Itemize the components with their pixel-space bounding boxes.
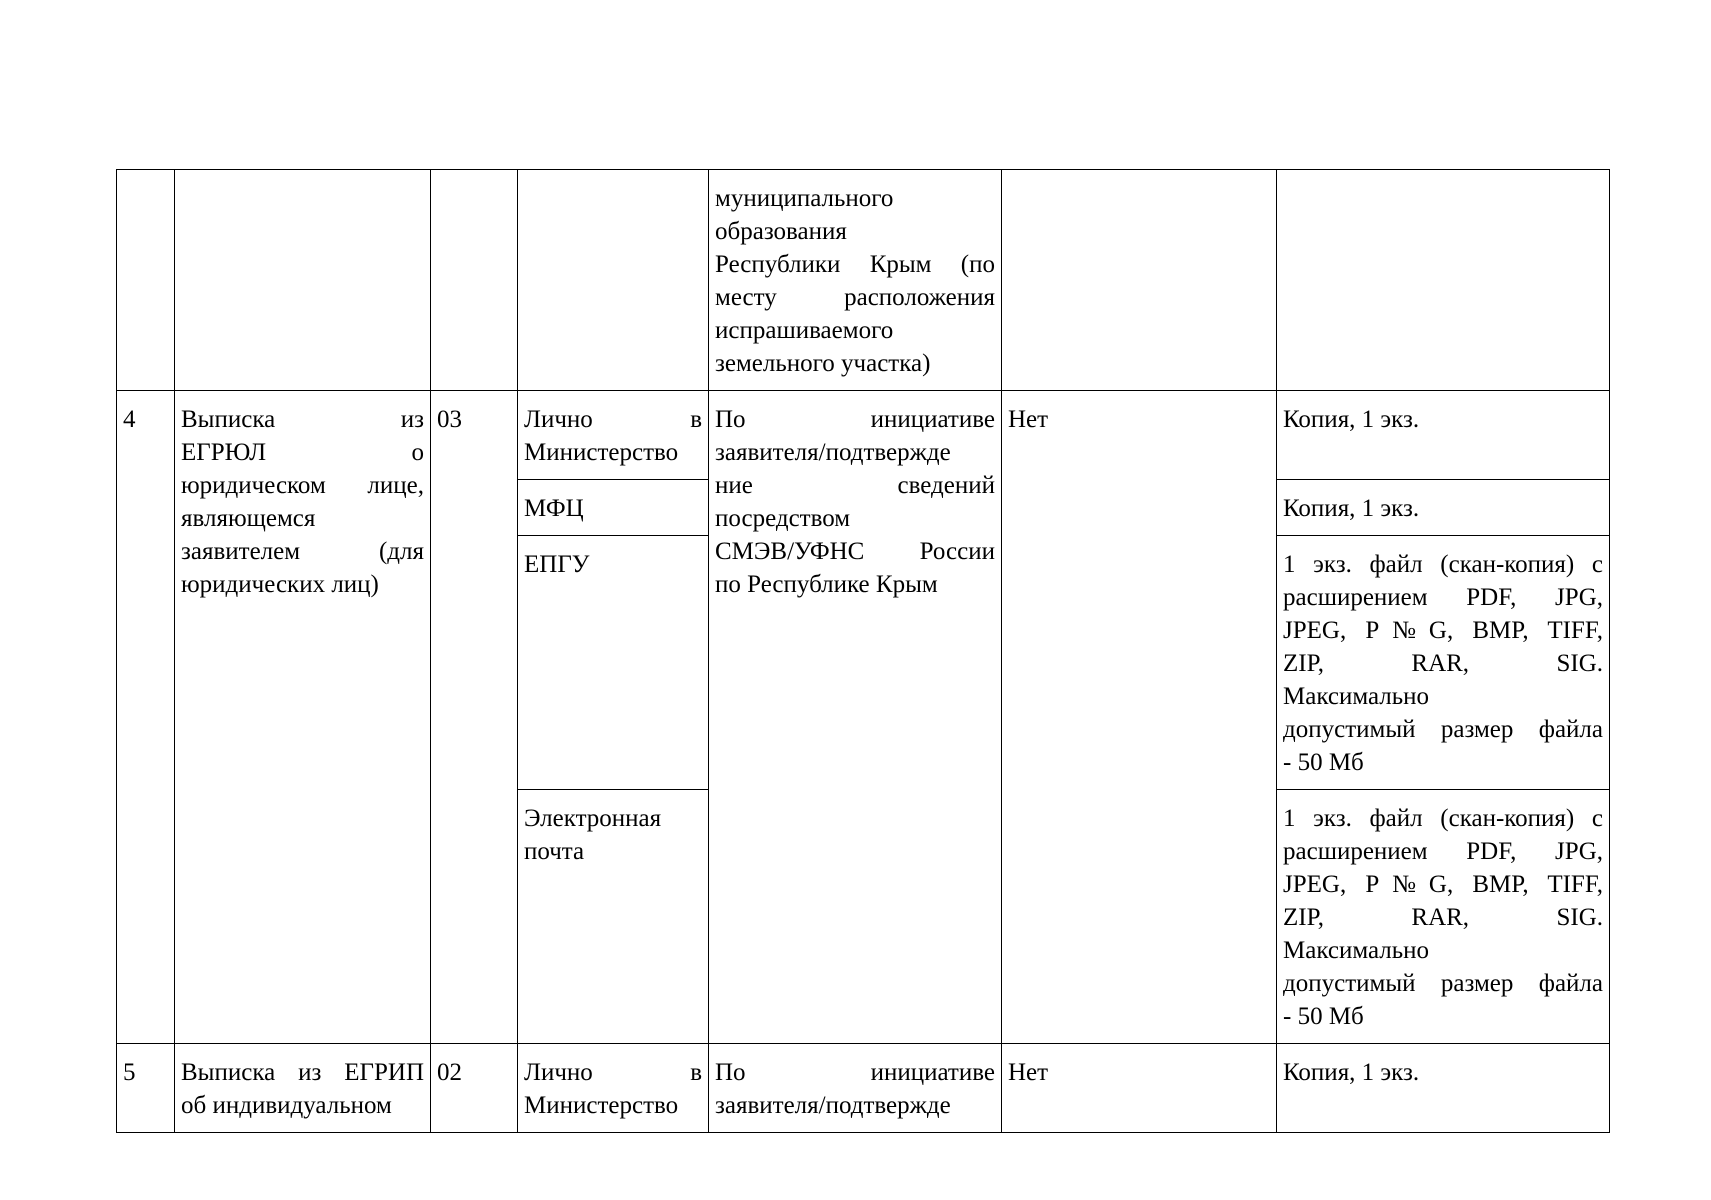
cell-way-in-person: Лично в Министерство bbox=[518, 1044, 709, 1133]
cell-form-empty bbox=[1277, 170, 1610, 391]
cell-way-in-person: Лично в Министерство bbox=[518, 391, 709, 480]
table-row-continued bbox=[117, 170, 1610, 391]
table-row bbox=[117, 1044, 1610, 1133]
cell-way-mfc: МФЦ bbox=[518, 480, 709, 536]
cell-number: 5 bbox=[117, 1044, 175, 1133]
table-row bbox=[117, 391, 1610, 480]
cell-code-empty bbox=[431, 170, 518, 391]
cell-number: 4 bbox=[117, 391, 175, 1044]
cell-number-empty bbox=[117, 170, 175, 391]
cell-requirement: Нет bbox=[1002, 1044, 1277, 1133]
cell-condition: По инициативе заявителя/подтвержде ние сведений посредством СМЭВ/УФНС России по Республике Крым bbox=[709, 391, 1002, 1044]
cell-form: 1 экз. файл (скан-копия) с расширением PDF, JPG, JPEG, P№G, BMP, TIFF, ZIP, RAR, SIG. Максимально допустимый размер файла - 50 Мб bbox=[1277, 536, 1610, 790]
cell-form: Копия, 1 экз. bbox=[1277, 480, 1610, 536]
document-table bbox=[116, 169, 1610, 1133]
cell-form: Копия, 1 экз. bbox=[1277, 391, 1610, 480]
cell-condition: По инициативе заявителя/подтвержде bbox=[709, 1044, 1002, 1133]
cell-requirement-empty bbox=[1002, 170, 1277, 391]
cell-code: 03 bbox=[431, 391, 518, 1044]
cell-form: Копия, 1 экз. bbox=[1277, 1044, 1610, 1133]
cell-condition: муниципального образования Республики Крым (по месту расположения испрашиваемого земельного участка) bbox=[709, 170, 1002, 391]
cell-code: 02 bbox=[431, 1044, 518, 1133]
cell-way-email: Электронная почта bbox=[518, 790, 709, 1044]
cell-way-empty bbox=[518, 170, 709, 391]
cell-requirement: Нет bbox=[1002, 391, 1277, 1044]
cell-document: Выписка из ЕГРИП об индивидуальном bbox=[175, 1044, 431, 1133]
cell-document: Выписка из ЕГРЮЛ о юридическом лице, являющемся заявителем (для юридических лиц) bbox=[175, 391, 431, 1044]
cell-form: 1 экз. файл (скан-копия) с расширением PDF, JPG, JPEG, P№G, BMP, TIFF, ZIP, RAR, SIG. Максимально допустимый размер файла - 50 Мб bbox=[1277, 790, 1610, 1044]
cell-way-epgu: ЕПГУ bbox=[518, 536, 709, 790]
cell-document-empty bbox=[175, 170, 431, 391]
